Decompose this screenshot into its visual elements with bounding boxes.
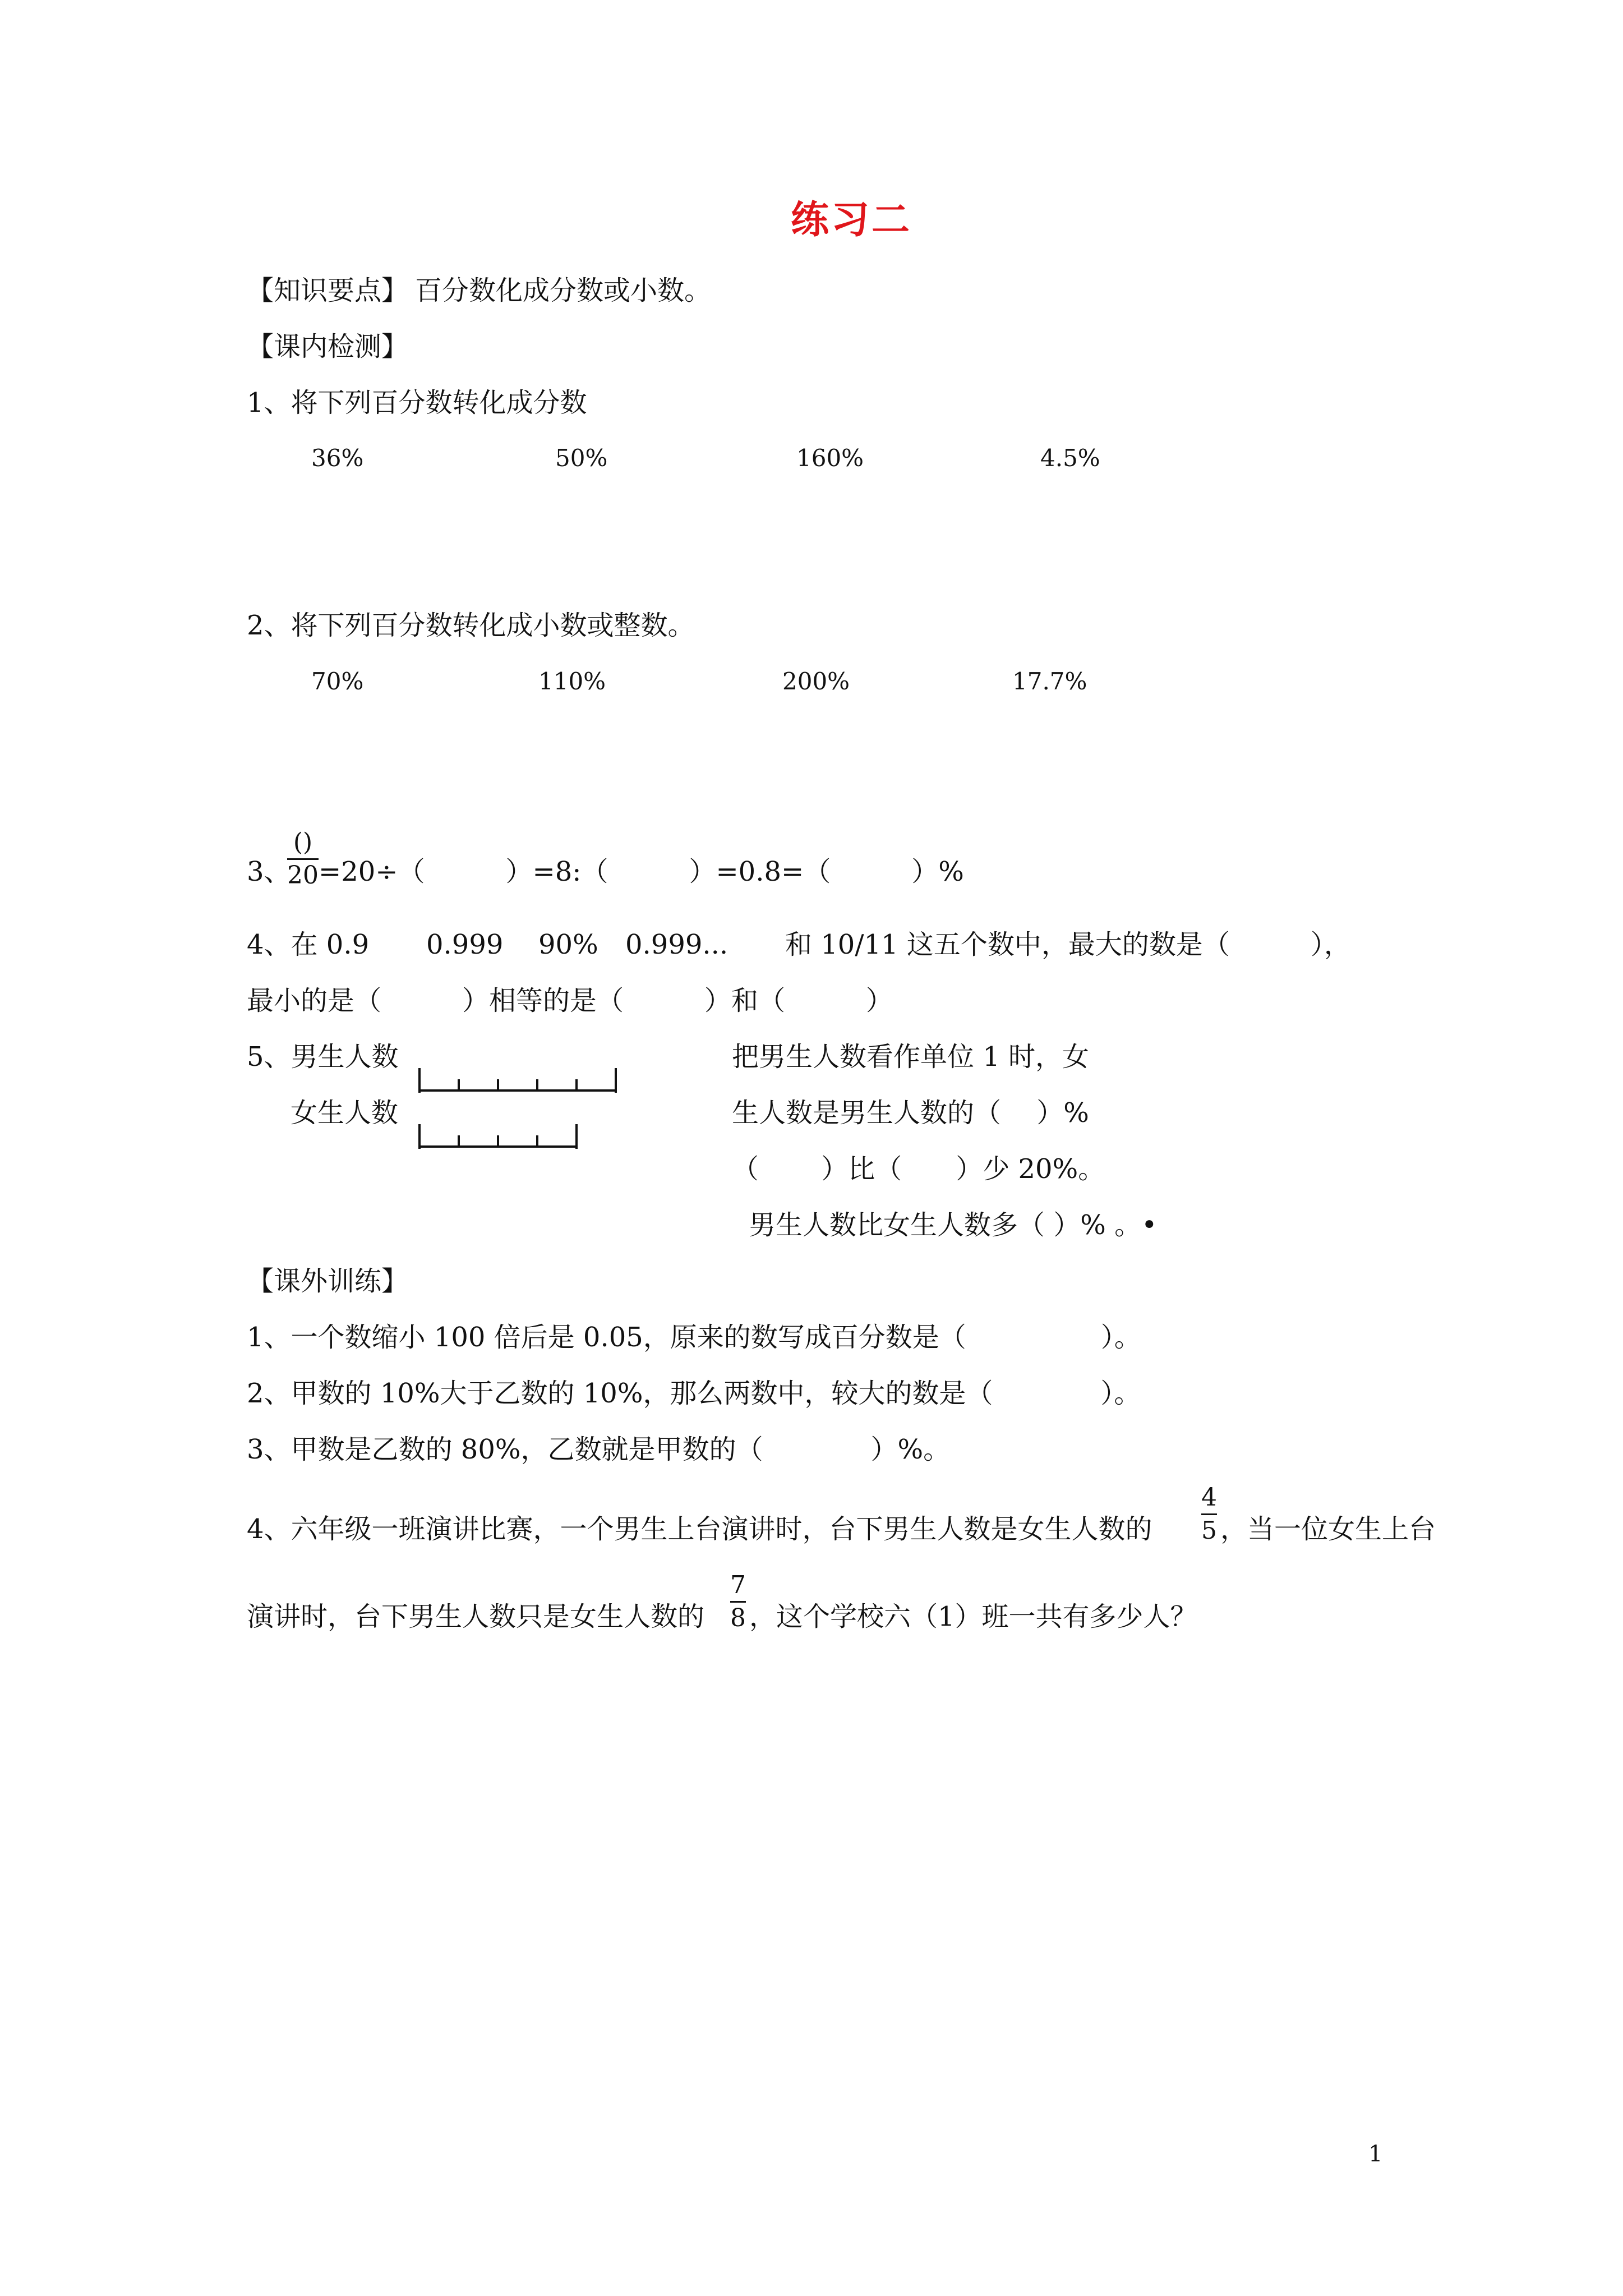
q1-item: 4.5% (1040, 444, 1100, 472)
page-title: 练习二 (791, 197, 912, 242)
question-2-text: 2、将下列百分数转化成小数或整数。 (247, 610, 695, 641)
q4-line1-d: 0.999... (625, 929, 728, 960)
q2-item: 110% (538, 668, 606, 695)
fraction-bar (1201, 1513, 1217, 1515)
section-in-class: 【课内检测】 (247, 331, 409, 362)
q2-item: 200% (782, 668, 850, 695)
page-number: 1 (1368, 2141, 1383, 2167)
segment-diagram (415, 1060, 628, 1161)
q5-right-line1: 把男生人数看作单位 1 时，女 (732, 1041, 1090, 1073)
boys-segment-bar (419, 1068, 616, 1093)
fraction-bar (287, 858, 319, 860)
girls-segment-bar (419, 1124, 577, 1149)
q5-boys-label: 5、男生人数 (247, 1041, 399, 1073)
q1-item: 160% (796, 444, 864, 472)
fraction-denominator: 5 (1201, 1516, 1217, 1545)
q5-right-line4: 男生人数比女生人数多（ ）% 。• (749, 1209, 1158, 1241)
ext-question-2: 2、甲数的 10%大于乙数的 10%，那么两数中，较大的数是（ ）。 (247, 1378, 1141, 1409)
q3-expression: =20÷（ ）=8:（ ）=0.8=（ ）% (319, 856, 964, 887)
q3-fraction-numerator: () (293, 828, 313, 857)
ext-q4-fraction-1 (1201, 1483, 1217, 1545)
q3-prefix: 3、 (247, 856, 291, 887)
q5-right-line2: 生人数是男生人数的（ ）% (732, 1097, 1089, 1129)
q2-item: 70% (311, 668, 364, 695)
ext-question-4-part2: ，当一位女生上台 (1220, 1513, 1436, 1545)
ext-question-4-part1: 4、六年级一班演讲比赛，一个男生上台演讲时，台下男生人数是女生人数的 (247, 1513, 1152, 1545)
q2-item: 17.7% (1012, 668, 1087, 695)
knowledge-text: 百分数化成分数或小数。 (415, 275, 712, 306)
q3-fraction-denominator: 20 (287, 861, 319, 890)
knowledge-label: 【知识要点】 (247, 275, 409, 306)
q5-right-line3: （ ）比（ ）少 20%。 (732, 1153, 1105, 1185)
q4-line1-b: 0.999 (426, 929, 504, 960)
ext-question-4-part4: ，这个学校六（1）班一共有多少人？ (749, 1601, 1197, 1632)
q1-item: 50% (555, 444, 608, 472)
fraction-denominator: 8 (730, 1604, 746, 1632)
section-after-class: 【课外训练】 (247, 1266, 409, 1297)
ext-question-1: 1、一个数缩小 100 倍后是 0.05，原来的数写成百分数是（ ）。 (247, 1322, 1141, 1353)
fraction-numerator: 7 (730, 1571, 746, 1599)
q5-girls-label: 女生人数 (291, 1097, 399, 1129)
fraction-bar (730, 1601, 746, 1603)
q3-fraction (287, 828, 319, 890)
fraction-numerator: 4 (1201, 1483, 1217, 1512)
ext-question-3: 3、甲数是乙数的 80%，乙数就是甲数的（ ）%。 (247, 1434, 951, 1465)
ext-q4-fraction-2 (730, 1571, 746, 1633)
ext-question-4-part3: 演讲时，台下男生人数只是女生人数的 (247, 1601, 705, 1632)
q1-item: 36% (311, 444, 364, 472)
q4-line1-e: 和 10/11 这五个数中，最大的数是（ ）， (785, 929, 1351, 960)
q4-line1-a: 4、在 0.9 (247, 929, 370, 960)
q4-line2: 最小的是（ ）相等的是（ ）和（ ） (247, 985, 893, 1016)
q4-line1-c: 90% (538, 929, 598, 960)
question-1-text: 1、将下列百分数转化成分数 (247, 387, 587, 418)
